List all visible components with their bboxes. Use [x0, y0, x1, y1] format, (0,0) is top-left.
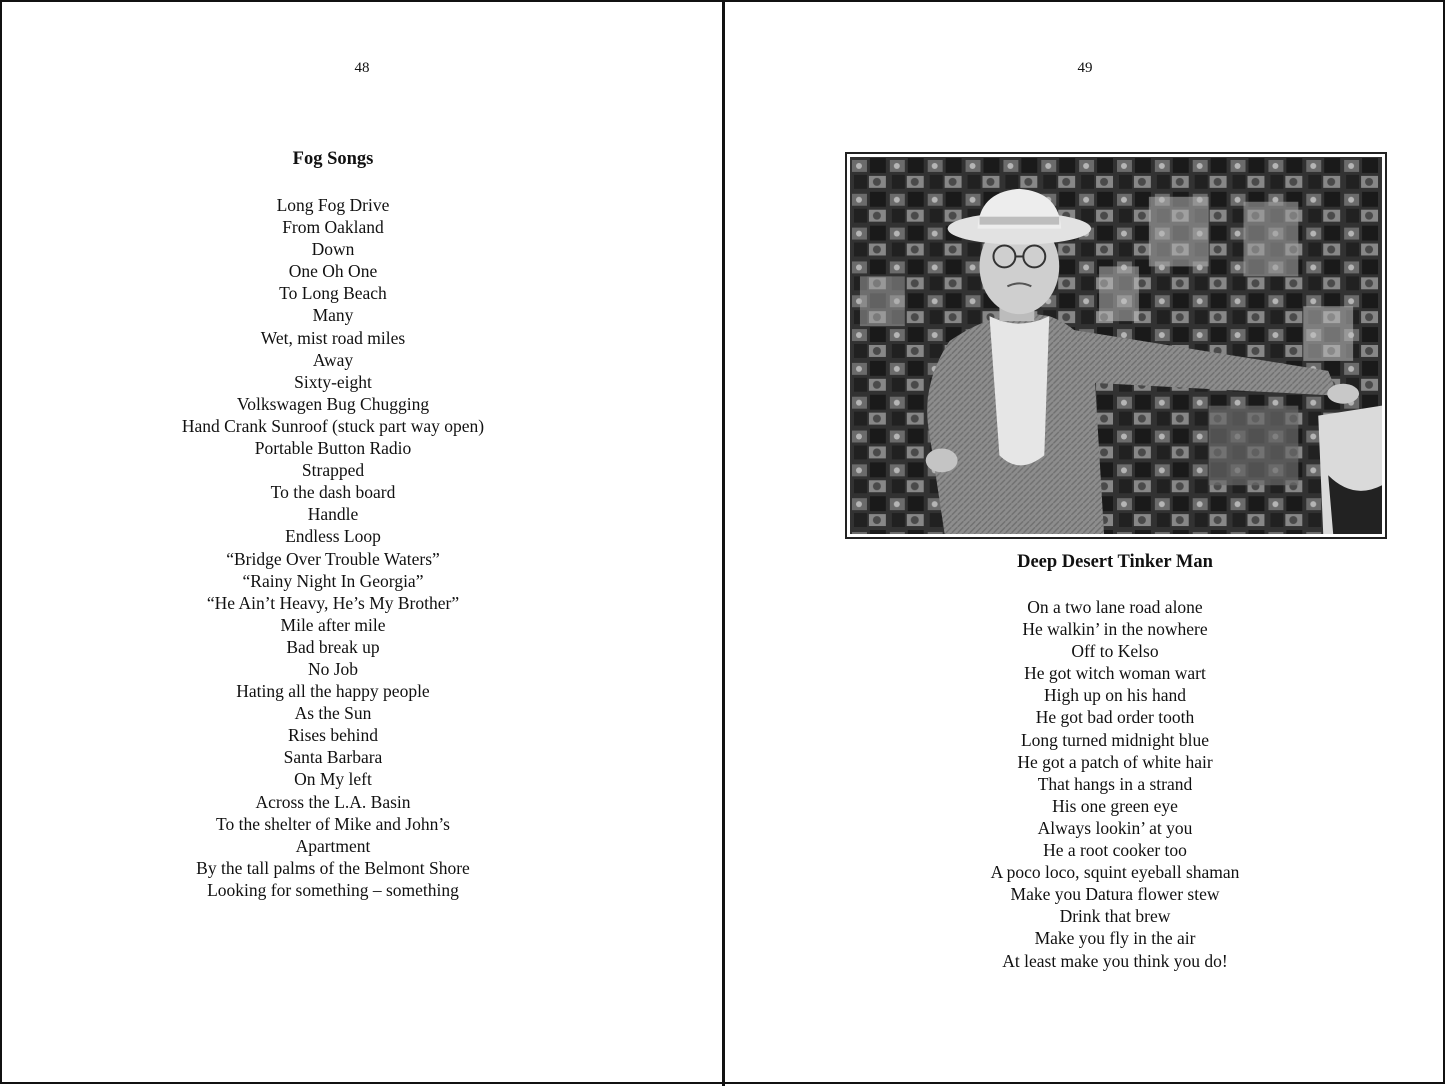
poem-line: He got a patch of white hair — [1017, 751, 1213, 772]
photo-frame — [845, 152, 1387, 539]
poem-line: Bad break up — [286, 636, 380, 657]
poem-line: He got witch woman wart — [1024, 663, 1206, 684]
poem-line: Off to Kelso — [1071, 641, 1159, 662]
poem-line: Hand Crank Sunroof (stuck part way open) — [181, 415, 485, 436]
poem-line: Long Fog Drive — [276, 195, 390, 215]
black-and-white-photo-man-in-hat — [850, 157, 1382, 534]
poem-line: His one green eye — [1052, 795, 1178, 816]
poem-line: By the tall palms of the Belmont Shore — [196, 857, 470, 878]
poem-line: Always lookin’ at you — [1037, 817, 1193, 838]
poem-title: Deep Desert Tinker Man — [1017, 552, 1213, 572]
poem-line: “He Ain’t Heavy, He’s My Brother” — [206, 592, 460, 613]
poem-line: Hating all the happy people — [236, 681, 430, 702]
page-number: 49 — [1077, 60, 1093, 76]
poem-body — [725, 596, 1445, 972]
poem-line: Mile after mile — [280, 614, 386, 635]
poem-line: On a two lane road alone — [1027, 597, 1203, 617]
poem-line: That hangs in a strand — [1037, 773, 1193, 794]
right-page — [725, 2, 1445, 1086]
poem-line: High up on his hand — [1044, 685, 1186, 706]
poem-line: Santa Barbara — [283, 747, 383, 768]
poem-line: Looking for something – something — [207, 879, 459, 900]
poem-line: To the dash board — [270, 482, 396, 503]
poem-line: To the shelter of Mike and John’s — [215, 813, 450, 834]
poem-line: To Long Beach — [279, 283, 387, 304]
poem-line: Drink that brew — [1059, 906, 1171, 927]
poem-line: Endless Loop — [285, 526, 381, 547]
poem-line: Portable Button Radio — [254, 438, 412, 459]
poem-line: Volkswagen Bug Chugging — [236, 393, 430, 414]
poem-line: “Rainy Night In Georgia” — [242, 570, 424, 591]
poem-line: Apartment — [295, 835, 371, 856]
poem-line: “Bridge Over Trouble Waters” — [226, 548, 440, 569]
poem-line: Away — [312, 349, 354, 370]
left-page — [2, 2, 722, 1086]
poem-line: Wet, mist road miles — [260, 327, 406, 348]
poem-line: As the Sun — [294, 703, 372, 724]
poem-line: Make you Datura flower stew — [1010, 884, 1220, 905]
poem-line: He walkin’ in the nowhere — [1022, 619, 1208, 640]
poem-line: Down — [311, 239, 355, 260]
poem-line: Many — [312, 305, 354, 326]
poem-line: Make you fly in the air — [1034, 928, 1196, 949]
poem-line: On My left — [294, 769, 372, 790]
poem-line: Sixty-eight — [294, 371, 372, 392]
page-number: 48 — [354, 60, 370, 76]
poem-line: Rises behind — [288, 725, 378, 746]
poem-line: He got bad order tooth — [1035, 707, 1195, 728]
poem-title: Fog Songs — [292, 149, 374, 169]
poem-line: At least make you think you do! — [1002, 950, 1228, 971]
poem-line: No Job — [307, 658, 359, 679]
poem-line: Across the L.A. Basin — [255, 791, 411, 812]
poem-line: Handle — [307, 504, 359, 525]
poem-line: He a root cooker too — [1043, 840, 1187, 861]
poem-line: From Oakland — [282, 217, 384, 238]
poem-line: Long turned midnight blue — [1020, 729, 1210, 750]
poem-body — [2, 194, 664, 901]
poem-line: One Oh One — [288, 261, 378, 282]
poem-line: A poco loco, squint eyeball shaman — [990, 862, 1240, 883]
poem-line: Strapped — [301, 460, 365, 481]
